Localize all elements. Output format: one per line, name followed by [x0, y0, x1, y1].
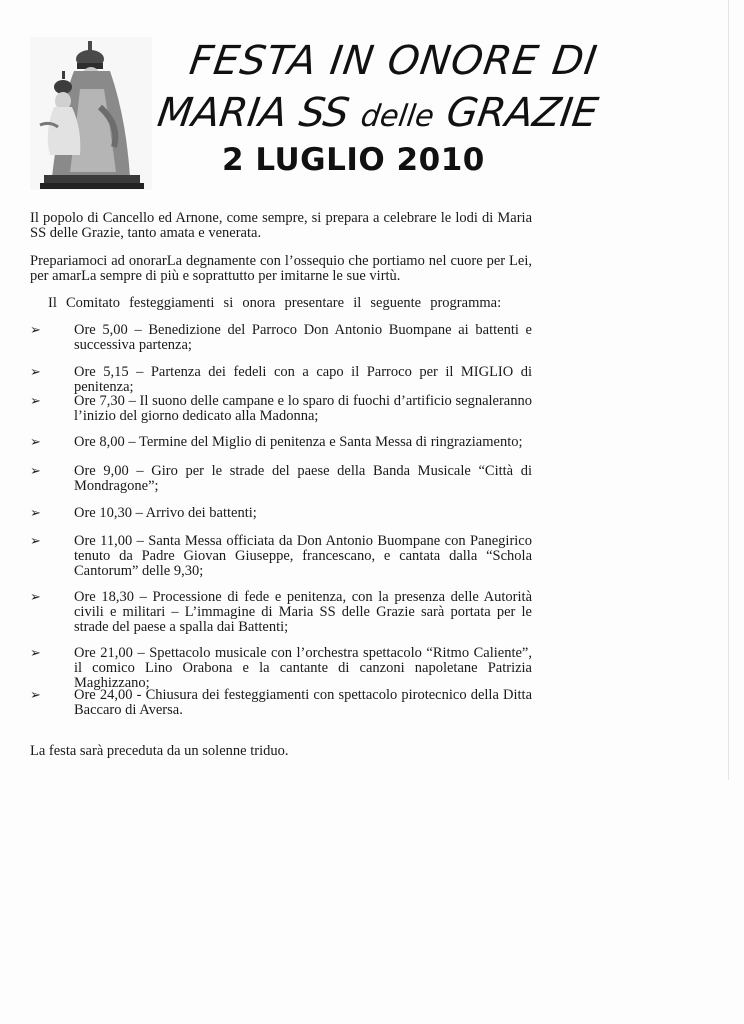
program-item-text: Ore 9,00 – Giro per le strade del paese della Banda Musicale “Città di Mondragone”;: [74, 463, 532, 494]
program-item-text: Ore 21,00 – Spettacolo musicale con l’orchestra spettacolo “Ritmo Caliente”, il comico Lino Orabona e la cantante di canzoni napoletane Patrizia Maghizzano;: [74, 645, 532, 691]
program-item-text: Ore 5,00 – Benedizione del Parroco Don Antonio Buompane ai battenti e successiva partenza;: [74, 322, 532, 353]
intro-paragraph-1: Il popolo di Cancello ed Arnone, come sempre, si prepara a celebrare le lodi di Maria SS delle Grazie, tanto amata e venerata.: [30, 210, 532, 241]
title-maria-ss: MARIA SS: [154, 90, 353, 136]
madonna-statue-image: [30, 37, 152, 190]
arrow-bullet-icon: ➢: [30, 688, 41, 703]
program-item-text: Ore 5,15 – Partenza dei fedeli con a capo il Parroco per il MIGLIO di penitenza;: [74, 364, 532, 395]
arrow-bullet-icon: ➢: [30, 506, 41, 521]
arrow-bullet-icon: ➢: [30, 464, 41, 479]
title-line-1: FESTA IN ONORE DI: [186, 38, 601, 84]
page-edge: [728, 0, 729, 780]
program-item-text: Ore 24,00 - Chiusura dei festeggiamenti con spettacolo pirotecnico della Ditta Baccaro di Aversa.: [74, 687, 532, 718]
arrow-bullet-icon: ➢: [30, 534, 41, 549]
arrow-bullet-icon: ➢: [30, 590, 41, 605]
program-item-text: Ore 10,30 – Arrivo dei battenti;: [74, 505, 257, 521]
event-date: 2 LUGLIO 2010: [222, 142, 485, 178]
arrow-bullet-icon: ➢: [30, 323, 41, 338]
program-intro: Il Comitato festeggiamenti si onora presentare il seguente programma:: [48, 295, 502, 311]
arrow-bullet-icon: ➢: [30, 435, 41, 450]
arrow-bullet-icon: ➢: [30, 646, 41, 661]
program-item-text: Ore 11,00 – Santa Messa officiata da Don Antonio Buompane con Panegirico tenuto da Padre Giovan Giuseppe, francescano, e cantata dalla “Schola Cantorum” delle 9,30;: [74, 533, 532, 579]
title-grazie: GRAZIE: [443, 90, 601, 136]
program-item-text: Ore 7,30 – Il suono delle campane e lo sparo di fuochi d’artificio segnaleranno l’inizio del giorno dedicato alla Madonna;: [74, 393, 532, 424]
title-delle: delle: [358, 99, 437, 134]
program-item-text: Ore 8,00 – Termine del Miglio di penitenza e Santa Messa di ringraziamento;: [74, 434, 523, 450]
intro-paragraph-2: Prepariamoci ad onorarLa degnamente con l’ossequio che portiamo nel cuore per Lei, per amarLa sempre di più e soprattutto per imitarne le sue virtù.: [30, 253, 532, 284]
program-item-text: Ore 18,30 – Processione di fede e penitenza, con la presenza delle Autorità civili e militari – L’immagine di Maria SS delle Grazie sarà portata per le strade del paese a spalla dai Battenti;: [74, 589, 532, 635]
arrow-bullet-icon: ➢: [30, 394, 41, 409]
closing-note: La festa sarà preceduta da un solenne triduo.: [30, 743, 289, 759]
title-line-2: [155, 90, 601, 136]
arrow-bullet-icon: ➢: [30, 365, 41, 380]
